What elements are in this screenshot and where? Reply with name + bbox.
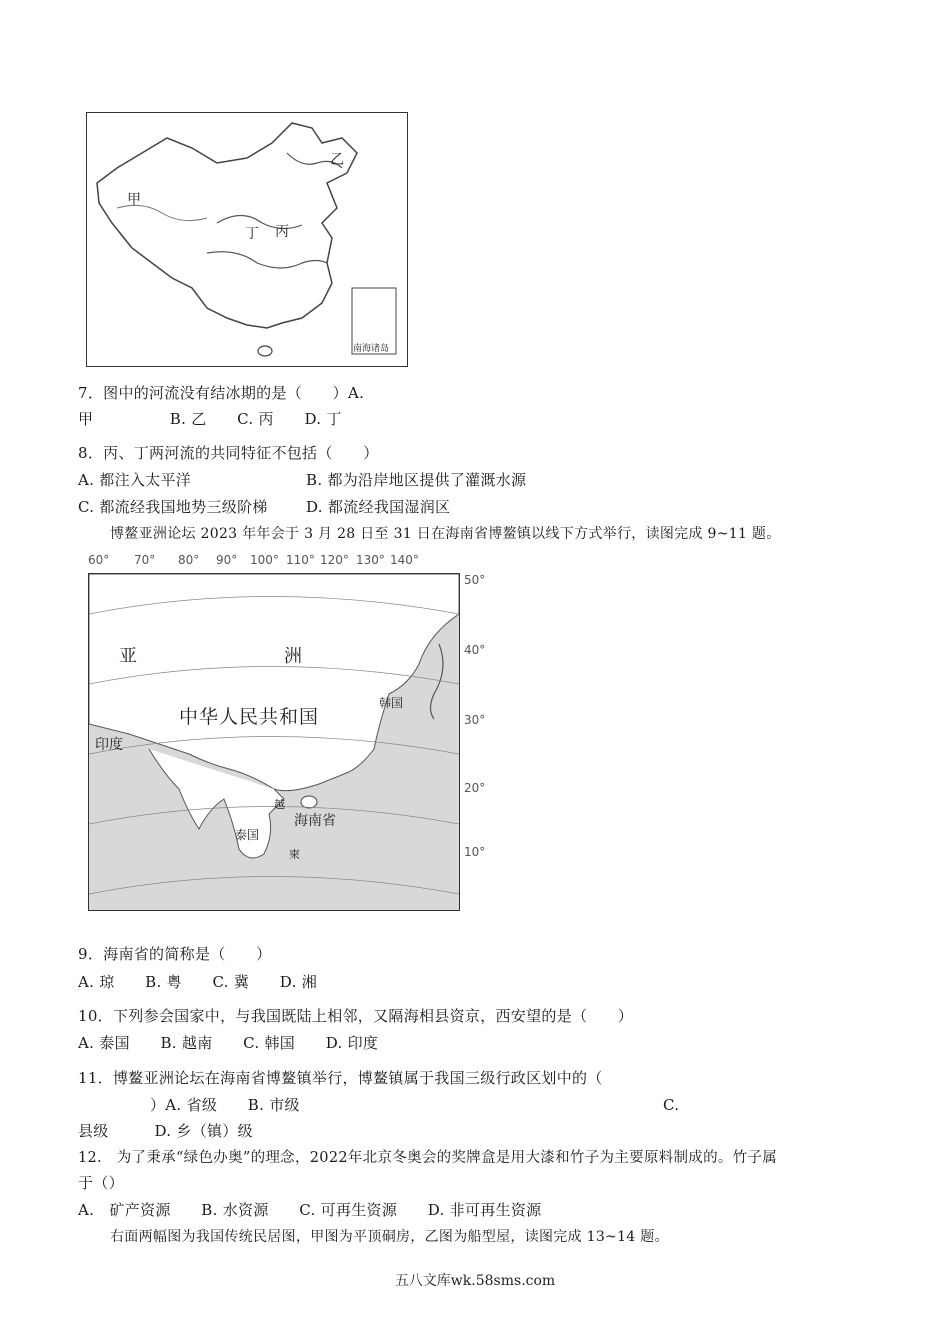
longitude-label: 60°: [88, 553, 110, 567]
longitude-label: 80°: [178, 553, 200, 567]
asia-map-frame: [88, 573, 460, 911]
river-label-bing: 丙: [275, 224, 289, 240]
question-8-option-a: A. 都注入太平洋: [78, 471, 192, 489]
longitude-label: 70°: [134, 553, 156, 567]
map-label-china: 中华人民共和国: [179, 706, 320, 728]
latitude-label: 40°: [464, 643, 486, 657]
question-8-option-b: B. 都为沿岸地区提供了灌溉水源: [306, 471, 527, 489]
map-label-asia-b: 洲: [284, 646, 302, 667]
question-12-options: A. 矿产资源 B. 水资源 C. 可再生资源 D. 非可再生资源: [78, 1201, 542, 1219]
inset-label-south-sea: 南海诸岛: [353, 344, 390, 354]
intro-13-14: 右面两幅图为我国传统民居图，甲图为平顶硐房，乙图为船型屋，读图完成 13~14 题。: [110, 1229, 669, 1245]
longitude-label: 100°: [250, 553, 279, 567]
footer-watermark: 五八文库wk.58sms.com: [394, 1273, 556, 1289]
china-rivers-map: [86, 112, 408, 367]
question-11-options-cd: 县级 D. 乡（镇）级: [78, 1122, 253, 1140]
map-label-cambodia: 柬: [289, 848, 300, 861]
question-8-option-c: C. 都流经我国地势三级阶梯: [78, 498, 268, 516]
question-7-options: 甲 B. 乙 C. 丙 D. 丁: [78, 410, 342, 428]
map-label-thailand: 泰国: [235, 828, 260, 842]
question-7-stem: 7．图中的河流没有结冰期的是（ ）A.: [78, 384, 365, 402]
question-10-stem: 10．下列参会国家中，与我国既陆上相邻，又隔海相县资京，西安望的是（ ）: [78, 1007, 634, 1025]
map-label-india: 印度: [95, 737, 123, 753]
latitude-label: 20°: [464, 781, 486, 795]
river-label-ding: 丁: [245, 226, 259, 242]
river-label-jia: 甲: [127, 192, 141, 208]
question-10-options: A. 泰国 B. 越南 C. 韩国 D. 印度: [78, 1034, 379, 1052]
question-12-stem: 12. 为了秉承“绿色办奥”的理念，2022年北京冬奥会的奖牌盒是用大漆和竹子为主要原料制成的。竹子属: [78, 1150, 778, 1166]
map-label-vietnam: 越: [274, 798, 285, 811]
river-label-yi: 乙: [330, 152, 344, 168]
asia-map-svg: [89, 574, 459, 910]
question-9-stem: 9．海南省的简称是（ ）: [78, 945, 272, 963]
longitude-label: 90°: [216, 553, 238, 567]
longitude-label: 140°: [390, 553, 419, 567]
longitude-label: 110°: [286, 553, 315, 567]
latitude-label: 50°: [464, 573, 486, 587]
question-8-stem: 8．丙、丁两河流的共同特征不包括（ ）: [78, 444, 379, 462]
latitude-label: 30°: [464, 713, 486, 727]
question-9-options: A. 琼 B. 粤 C. 冀 D. 湘: [78, 973, 318, 991]
intro-9-11: 博鳌亚洲论坛 2023 年年会于 3 月 28 日至 31 日在海南省博鳌镇以线下方式举行，读图完成 9~11 题。: [110, 526, 781, 542]
asia-map: [86, 553, 486, 911]
question-11-stem: 11．博鳌亚洲论坛在海南省博鳌镇举行，博鳌镇属于我国三级行政区划中的（: [78, 1069, 603, 1087]
map-label-korea: 韩国: [379, 696, 404, 710]
latitude-label: 10°: [464, 845, 486, 859]
question-11-option-c: C.: [663, 1096, 680, 1114]
question-11-options-ab: ）A. 省级 B. 市级: [150, 1096, 300, 1114]
question-12-stem-cont: 于（）: [78, 1174, 124, 1192]
map-label-hainan: 海南省: [294, 813, 336, 829]
longitude-label: 120°: [320, 553, 349, 567]
longitude-label: 130°: [356, 553, 385, 567]
question-8-option-d: D. 都流经我国湿润区: [306, 498, 451, 516]
map-label-asia-a: 亚: [119, 646, 137, 667]
